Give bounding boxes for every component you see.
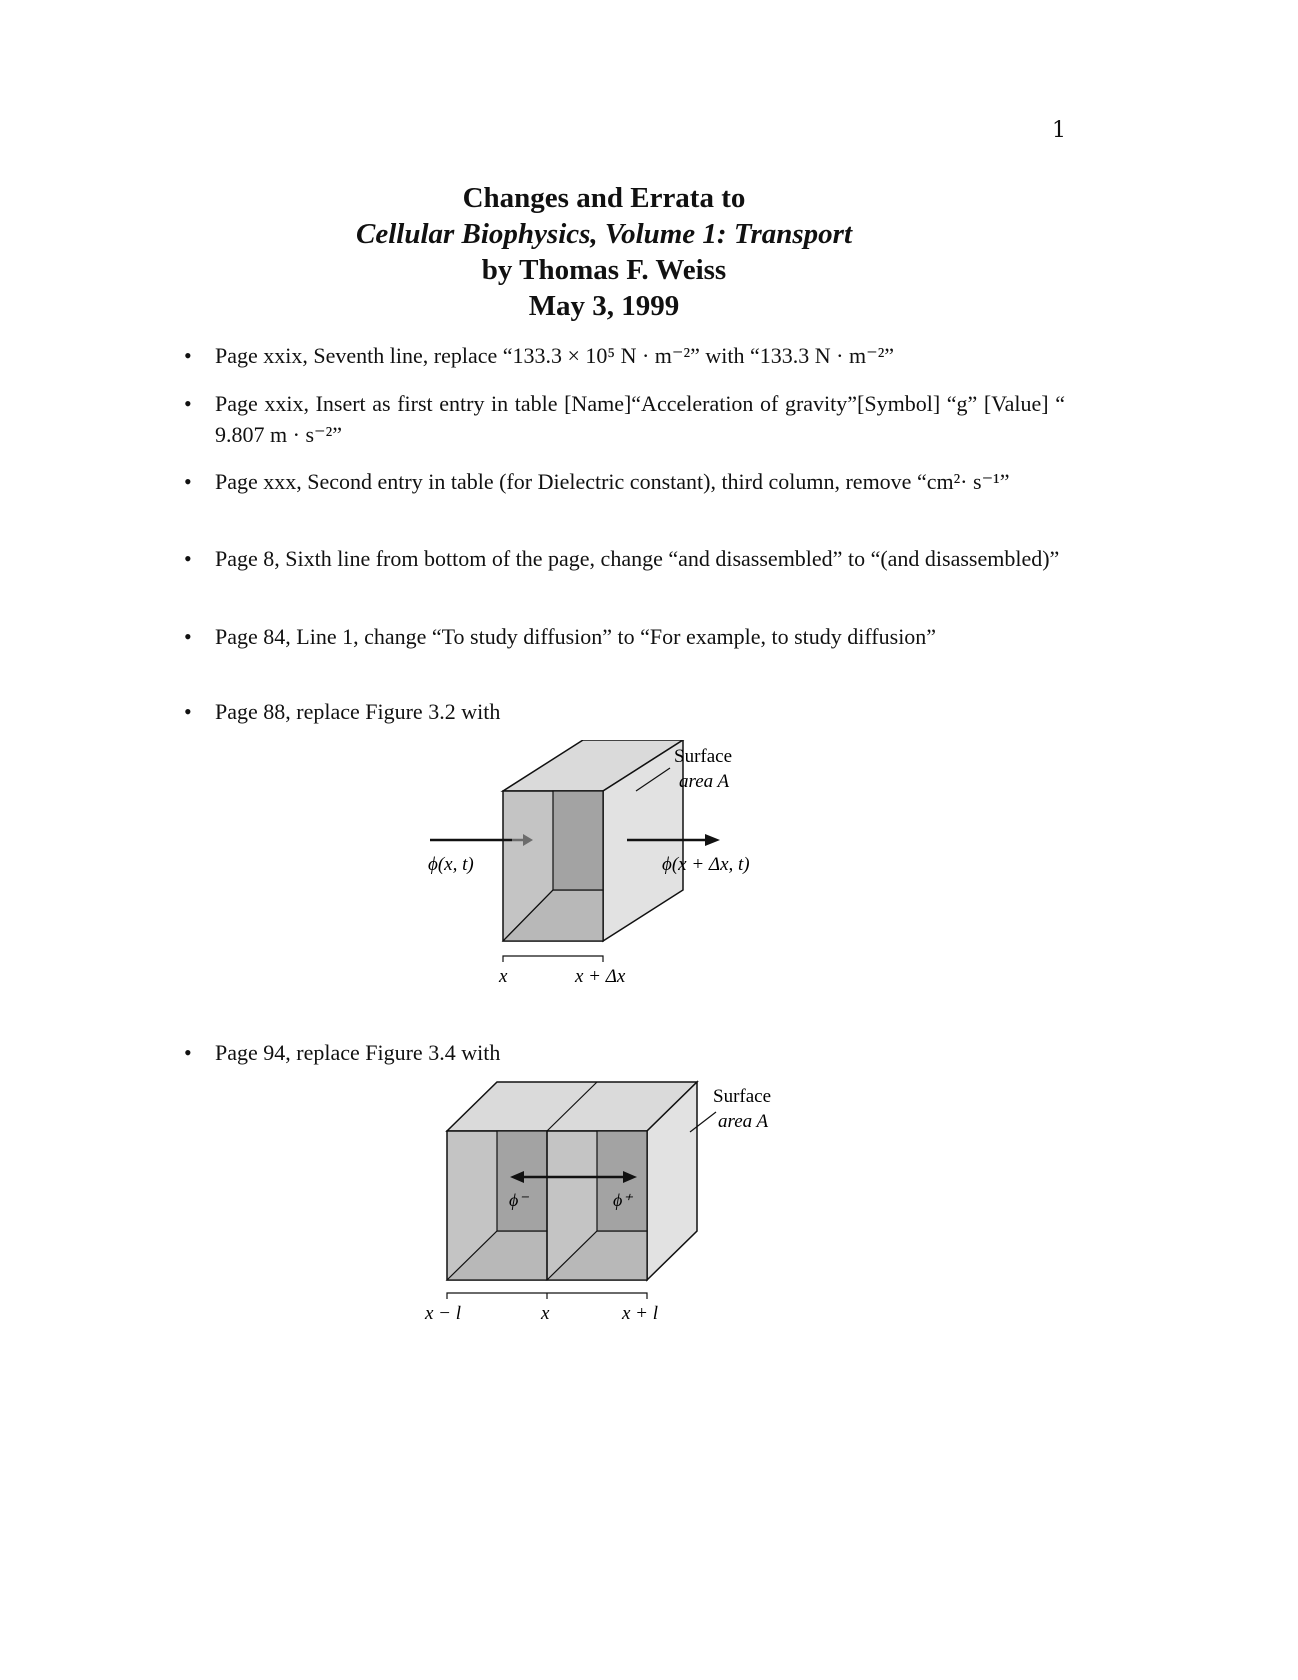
x-right-label: x + l <box>622 1303 659 1324</box>
errata-item: • Page 8, Sixth line from bottom of the page, change “and disassembled” to “(and disassembled)” <box>180 543 1065 574</box>
flux-out-label: ϕ(x + Δx, t) <box>662 854 750 875</box>
box-inner-wall <box>553 791 603 890</box>
page-number: 1 <box>1052 118 1066 143</box>
title-line-1: Changes and Errata to <box>462 182 746 214</box>
surface-label: Surface <box>713 1086 772 1107</box>
x-right-label: x + Δx <box>575 966 626 987</box>
errata-item: • Page 88, replace Figure 3.2 with <box>180 696 1065 727</box>
errata-item: • Page 84, Line 1, change “To study diffusion” to “For example, to study diffusion” <box>180 621 1065 652</box>
errata-item: • Page xxix, Insert as first entry in table [Name]“Acceleration of gravity”[Symbol] “g” [Value] “ 9.807 m · s⁻²” <box>180 388 1065 450</box>
title-line-2: Cellular Biophysics, Volume 1: Transport <box>355 218 853 250</box>
errata-item: • Page xxix, Seventh line, replace “133.3 × 10⁵ N · m⁻²” with “133.3 N · m⁻²” <box>180 340 1065 371</box>
right-inner-wall <box>597 1131 647 1231</box>
errata-item: • Page xxx, Second entry in table (for Dielectric constant), third column, remove “cm²· s⁻¹” <box>180 466 1065 497</box>
figure-3-2 <box>420 740 820 1040</box>
errata-item: • Page 94, replace Figure 3.4 with <box>180 1037 1065 1068</box>
flux-in-label: ϕ(x, t) <box>428 854 474 875</box>
figure-3-4 <box>410 1080 830 1340</box>
x-left-label: x − l <box>425 1303 462 1324</box>
surface-label: Surface <box>674 746 733 767</box>
document-title <box>0 180 1208 324</box>
x-left-label: x <box>499 966 508 987</box>
dimension-bracket <box>503 956 603 962</box>
phi-minus-label: ϕ⁻ <box>509 1190 528 1210</box>
surface-area-label: area A <box>679 771 730 792</box>
surface-area-label: area A <box>718 1111 769 1132</box>
title-line-3: by Thomas F. Weiss <box>481 254 727 286</box>
dimension-bracket <box>447 1293 647 1299</box>
title-line-4: May 3, 1999 <box>528 290 680 322</box>
phi-plus-label: ϕ⁺ <box>613 1190 632 1210</box>
x-mid-label: x <box>541 1303 550 1324</box>
